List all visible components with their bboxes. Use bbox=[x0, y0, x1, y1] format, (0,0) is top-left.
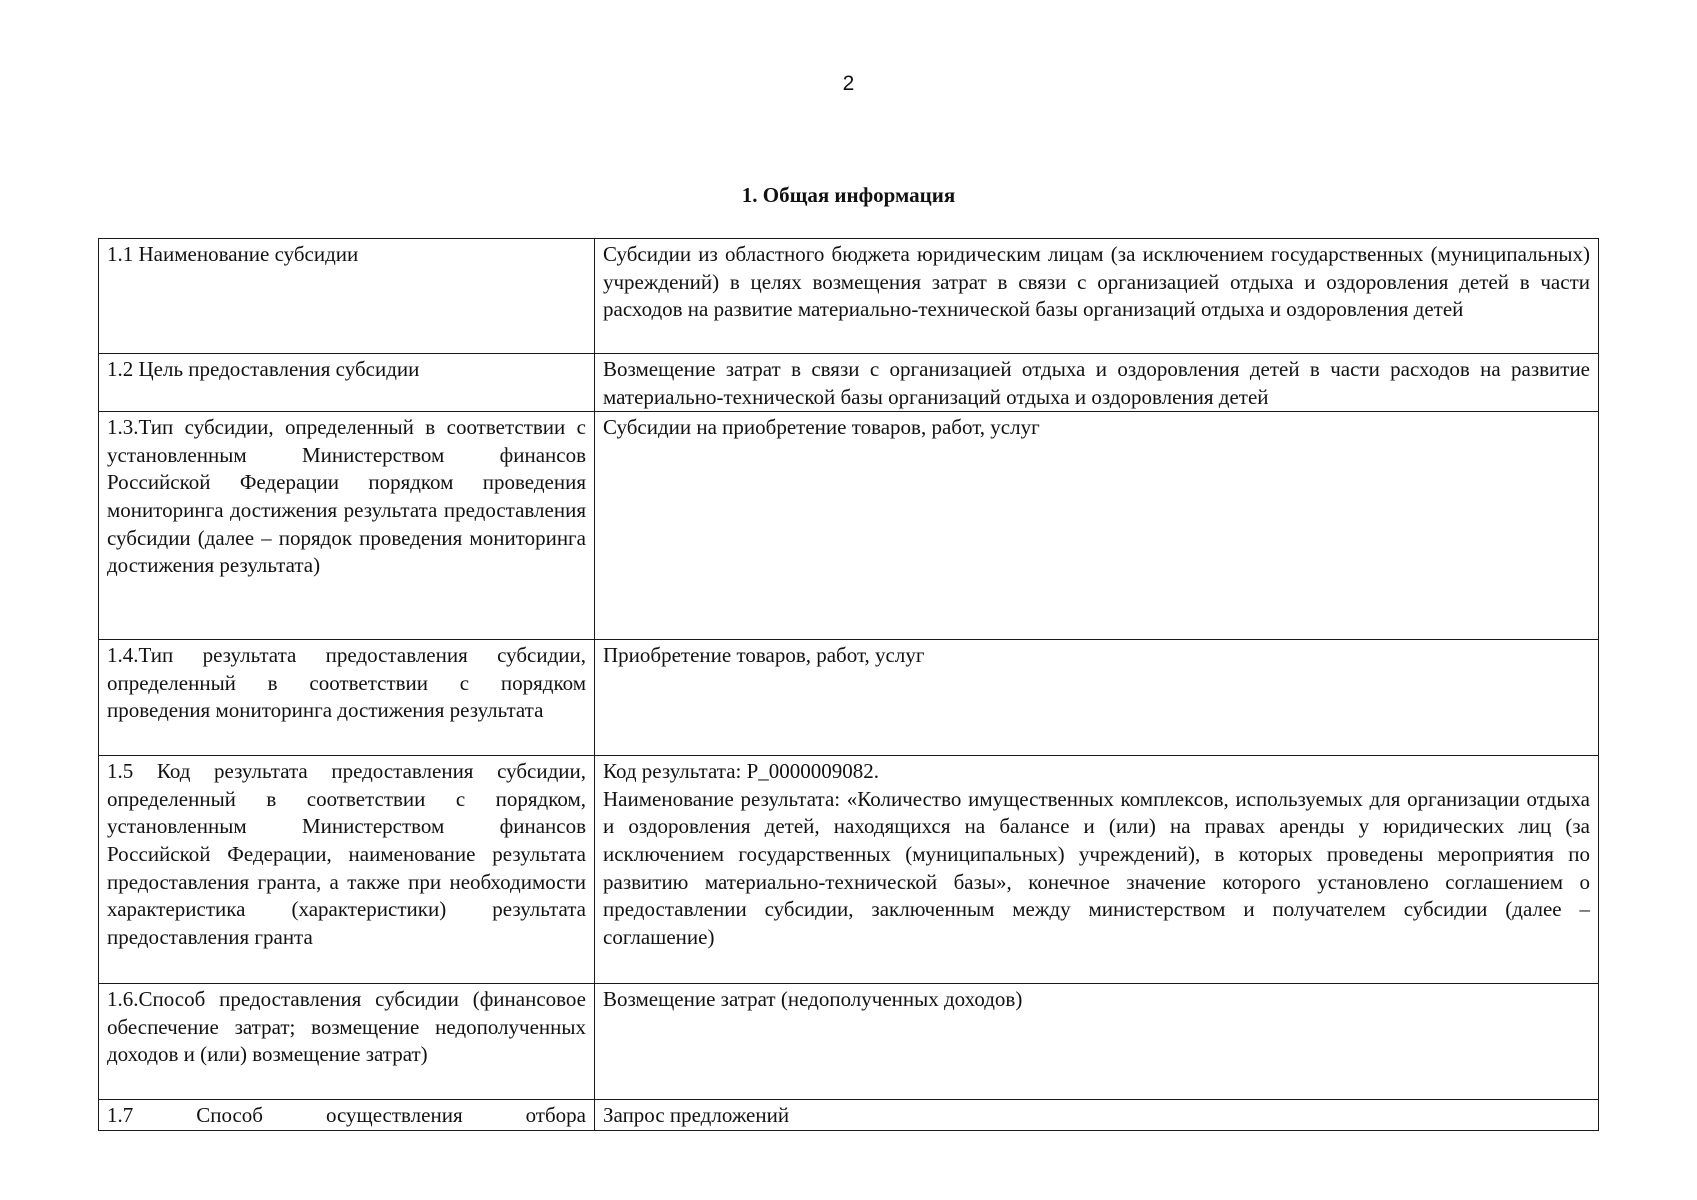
page-number: 2 bbox=[842, 72, 855, 95]
row-value: Приобретение товаров, работ, услуг bbox=[595, 640, 1599, 756]
row-label: 1.6.Способ предоставления субсидии (финансовое обеспечение затрат; возмещение недополученных доходов и (или) возмещение затрат) bbox=[99, 984, 595, 1100]
result-code-text: Код результата: P_0000009082. bbox=[603, 759, 880, 784]
row-label: 1.3.Тип субсидии, определенный в соответствии с установленным Министерством финансов Российской Федерации порядком проведения мониторинга достижения результата предоставления субсидии (далее – порядок проведения мониторинга достижения результата) bbox=[99, 412, 595, 640]
table-row-result-code bbox=[99, 756, 1599, 984]
row-label: 1.5 Код результата предоставления субсидии, определенный в соответствии с порядком, установленным Министерством финансов Российской Федерации, наименование результата предоставления гранта, а также при необходимости характеристика (характеристики) результата предоставления гранта bbox=[99, 756, 595, 984]
row-label: 1.7 Способ осуществления отбора bbox=[99, 1100, 595, 1131]
row-label: 1.1 Наименование субсидии bbox=[99, 239, 595, 354]
row-label: 1.4.Тип результата предоставления субсидии, определенный в соответствии с порядком проведения мониторинга достижения результата bbox=[99, 640, 595, 756]
row-value: Субсидии на приобретение товаров, работ, услуг bbox=[595, 412, 1599, 640]
table-row-subsidy-type bbox=[99, 412, 1599, 640]
table-row-selection-method bbox=[99, 1100, 1599, 1131]
row-value bbox=[595, 756, 1599, 984]
table-row-subsidy-name bbox=[99, 239, 1599, 354]
table-row-provision-method bbox=[99, 984, 1599, 1100]
row-label: 1.2 Цель предоставления субсидии bbox=[99, 354, 595, 412]
table-row-subsidy-purpose bbox=[99, 354, 1599, 412]
row-value: Возмещение затрат в связи с организацией отдыха и оздоровления детей в части расходов на развитие материально-технической базы организаций отдыха и оздоровления детей bbox=[595, 354, 1599, 412]
row-value: Субсидии из областного бюджета юридическим лицам (за исключением государственных (муниципальных) учреждений) в целях возмещения затрат в связи с организацией отдыха и оздоровления детей в части расходов на развитие материально-технической базы организаций отдыха и оздоровления детей bbox=[595, 239, 1599, 354]
table-row-result-type bbox=[99, 640, 1599, 756]
section-title: 1. Общая информация bbox=[741, 183, 956, 207]
row-value: Запрос предложений bbox=[595, 1100, 1599, 1131]
general-info-table bbox=[98, 238, 1599, 1131]
result-name-text: Наименование результата: «Количество имущественных комплексов, используемых для организации отдыха и оздоровления детей, находящихся на балансе и (или) на правах аренды у юридических лиц (за исключением государственных (муниципальных) учреждений), в которых проведены мероприятия по развитию материально-технической базы», конечное значение которого установлено соглашением о предоставлении субсидии, заключенным между министерством и получателем субсидии (далее – соглашение) bbox=[603, 786, 1590, 949]
row-value: Возмещение затрат (недополученных доходов) bbox=[595, 984, 1599, 1100]
